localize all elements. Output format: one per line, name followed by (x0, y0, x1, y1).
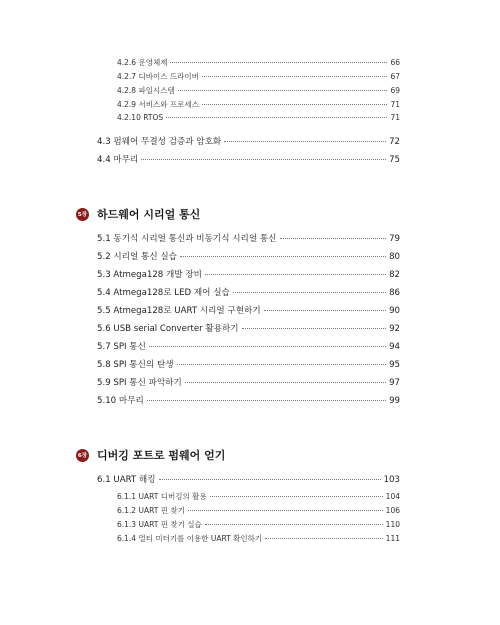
entry-page: 79 (389, 234, 400, 244)
chapter-badge: 5장 (76, 208, 89, 221)
entry-title: 4.4 마무리 (97, 155, 139, 165)
toc-entry (97, 153, 400, 165)
dot-leader (264, 310, 386, 311)
dot-leader (159, 479, 381, 480)
dot-leader (185, 382, 386, 383)
entry-title: 6.1.2 UART 핀 찾기 (117, 506, 185, 515)
toc-entry (97, 473, 400, 485)
entry-page: 67 (390, 72, 400, 81)
toc-entry (97, 232, 400, 244)
entry-title: 5.10 마무리 (97, 396, 144, 406)
toc-entry (117, 57, 400, 68)
toc-entry (97, 268, 400, 280)
entry-page: 104 (385, 492, 400, 501)
entry-page: 69 (390, 86, 400, 95)
toc-entry (97, 376, 400, 388)
toc-entry (97, 304, 400, 316)
entry-page: 97 (389, 378, 400, 388)
toc-entry (97, 322, 400, 334)
entry-title: 5.4 Atmega128로 LED 제어 실습 (97, 288, 230, 298)
toc-entry (117, 113, 400, 122)
chapter-heading (76, 206, 200, 222)
dot-leader (233, 292, 386, 293)
dot-leader (166, 117, 387, 118)
dot-leader (280, 238, 387, 239)
dot-leader (188, 510, 383, 511)
entry-page: 106 (385, 506, 400, 515)
entry-page: 75 (389, 155, 400, 165)
toc-entry (117, 71, 400, 82)
dot-leader (202, 104, 388, 105)
dot-leader (170, 62, 387, 63)
entry-title: 5.1 동기식 시리얼 통신과 비동기식 시리얼 통신 (97, 234, 277, 244)
dot-leader (210, 496, 383, 497)
entry-page: 110 (385, 520, 400, 529)
toc-entry (97, 340, 400, 352)
toc-entry (117, 491, 400, 502)
dot-leader (205, 524, 383, 525)
entry-title: 6.1.3 UART 핀 찾기 실습 (117, 520, 202, 529)
entry-title: 5.3 Atmega128 개발 장비 (97, 270, 202, 280)
entry-title: 6.1.4 멀티 미터기를 이용한 UART 확인하기 (117, 534, 263, 543)
dot-leader (147, 400, 386, 401)
chapter-badge: 6장 (76, 449, 89, 462)
toc-entry (97, 135, 400, 147)
entry-title: 6.1 UART 해킹 (97, 475, 156, 485)
entry-title: 4.2.6 운영체제 (117, 58, 168, 67)
entry-page: 103 (383, 475, 400, 485)
entry-page: 99 (389, 396, 400, 406)
dot-leader (180, 256, 386, 257)
toc-entry (117, 99, 400, 110)
dot-leader (265, 538, 383, 539)
entry-title: 4.3 펌웨어 무결성 검증과 암호화 (97, 137, 222, 147)
toc-entry (97, 250, 400, 262)
entry-title: 5.7 SPI 통신 (97, 342, 146, 352)
chapter-title: 디버깅 포트로 펌웨어 얻기 (97, 449, 226, 462)
chapter-heading (76, 447, 225, 463)
dot-leader (205, 274, 386, 275)
entry-page: 92 (389, 324, 400, 334)
entry-page: 71 (390, 113, 400, 122)
entry-title: 4.2.7 디바이스 드라이버 (117, 72, 199, 81)
entry-title: 5.8 SPI 통신의 탄생 (97, 360, 174, 370)
chapter-title: 하드웨어 시리얼 통신 (97, 208, 201, 221)
toc-entry (117, 85, 400, 96)
entry-page: 86 (389, 288, 400, 298)
entry-page: 111 (385, 534, 400, 543)
dot-leader (178, 90, 388, 91)
entry-title: 5.6 USB serial Converter 활용하기 (97, 324, 239, 334)
toc-entry (97, 394, 400, 406)
toc-entry (97, 358, 400, 370)
entry-title: 5.9 SPI 통신 파악하기 (97, 378, 182, 388)
entry-title: 5.5 Atmega128로 UART 시리얼 구현하기 (97, 306, 261, 316)
entry-title: 4.2.9 서비스와 프로세스 (117, 100, 199, 109)
toc-entry (117, 519, 400, 530)
entry-title: 6.1.1 UART 디버깅의 활용 (117, 492, 207, 501)
dot-leader (224, 141, 386, 142)
entry-page: 95 (389, 360, 400, 370)
entry-title: 5.2 시리얼 통신 실습 (97, 252, 177, 262)
entry-page: 66 (390, 58, 400, 67)
entry-page: 71 (390, 100, 400, 109)
dot-leader (177, 364, 387, 365)
dot-leader (242, 328, 386, 329)
toc-entry (97, 286, 400, 298)
entry-page: 94 (389, 342, 400, 352)
dot-leader (149, 346, 386, 347)
dot-leader (202, 76, 388, 77)
dot-leader (141, 159, 386, 160)
entry-title: 4.2.10 RTOS (117, 113, 164, 122)
entry-page: 72 (389, 137, 400, 147)
toc-entry (117, 533, 400, 544)
entry-page: 90 (389, 306, 400, 316)
toc-entry (117, 505, 400, 516)
entry-title: 4.2.8 파일시스템 (117, 86, 175, 95)
entry-page: 80 (389, 252, 400, 262)
entry-page: 82 (389, 270, 400, 280)
